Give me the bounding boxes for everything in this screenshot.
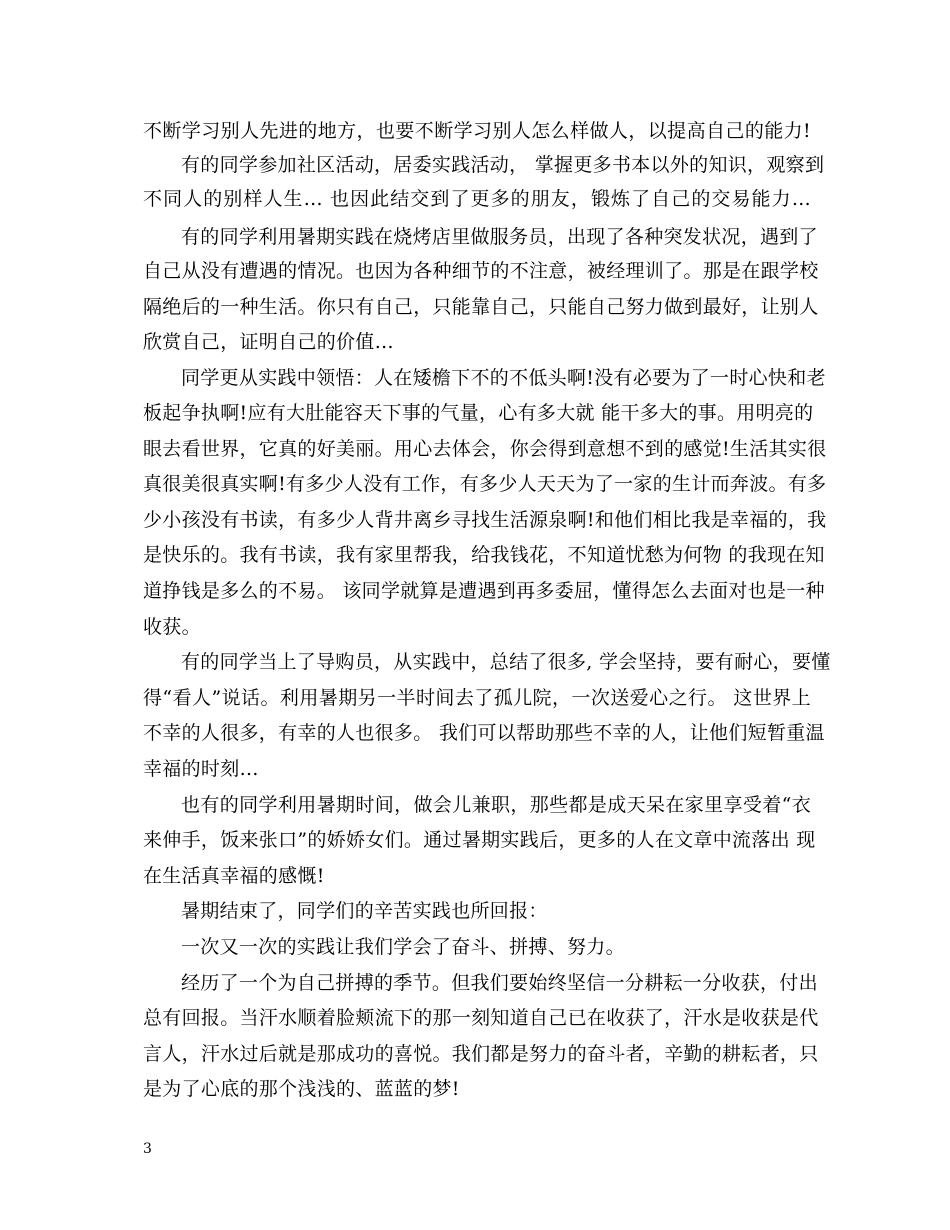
text-line: 欣赏自己，证明自己的价值…: [143, 331, 394, 353]
text-line: 不幸的人很多，有幸的人也很多。 我们可以帮助那些不幸的人，让他们短暂重温: [143, 722, 825, 744]
text-line: 板起争执啊!应有大肚能容天下事的气量，心有多大就 能干多大的事。用明亮的: [143, 402, 814, 424]
text-line: 是为了心底的那个浅浅的、蓝蓝的梦!: [143, 1078, 460, 1100]
text-line: 真很美很真实啊!有多少人没有工作，有多少人天天为了一家的生计而奔波。有多: [143, 473, 827, 495]
text-line: 总有回报。当汗水顺着脸颊流下的那一刻知道自己已在收获了，汗水是收获是代: [143, 1007, 819, 1029]
text-line: 隔绝后的一种生活。你只有自己，只能靠自己，只能自己努力做到最好，让别人: [143, 296, 819, 318]
text-line: 也有的同学利用暑期时间，做会儿兼职，那些都是成天呆在家里享受着“衣: [181, 794, 811, 816]
text-line: 不断学习别人先进的地方，也要不断学习别人怎么样做人，以提高自己的能力!: [143, 120, 811, 142]
text-line: 经历了一个为自己拼搏的季节。但我们要始终坚信一分耕耘一分收获，付出: [181, 972, 818, 994]
text-line: 一次又一次的实践让我们学会了奋斗、拼搏、努力。: [181, 936, 625, 958]
text-line: 来伸手，饭来张口”的娇娇女们。通过暑期实践后，更多的人在文章中流落出 现: [143, 829, 816, 851]
text-line: 言人，汗水过后就是那成功的喜悦。我们都是努力的奋斗者，辛勤的耕耘者，只: [143, 1043, 819, 1065]
text-line: 是快乐的。我有书读，我有家里帮我，给我钱花，不知道忧愁为何物 的我现在知: [143, 544, 825, 566]
text-line: 眼去看世界，它真的好美丽。用心去体会，你会得到意想不到的感觉!生活其实很: [143, 438, 827, 460]
text-line: 幸福的时刻…: [143, 758, 259, 780]
text-line: 有的同学利用暑期实践在烧烤店里做服务员，出现了各种突发状况，遇到了: [181, 226, 818, 248]
text-line: 有的同学参加社区活动，居委实践活动， 掌握更多书本以外的知识，观察到: [181, 154, 825, 176]
text-line: 暑期结束了，同学们的辛苦实践也所回报：: [181, 900, 548, 922]
text-line: 不同人的别样人生… 也因此结交到了更多的朋友，锻炼了自己的交易能力…: [143, 188, 811, 210]
text-line: 少小孩没有书读，有多少人背井离乡寻找生活源泉啊!和他们相比我是幸福的，我: [143, 509, 827, 531]
text-line: 同学更从实践中领悟：人在矮檐下不的不低头啊!没有必要为了一时心快和老: [181, 367, 826, 389]
text-line: 收获。: [143, 616, 201, 638]
text-line: 自己从没有遭遇的情况。也因为各种细节的不注意，被经理训了。那是在跟学校: [143, 260, 819, 282]
text-line: 得“看人”说话。利用暑期另一半时间去了孤儿院，一次送爱心之行。 这世界上: [143, 687, 811, 709]
page-number: 3: [143, 1141, 152, 1157]
text-line: 在生活真幸福的感慨!: [143, 865, 325, 887]
text-line: 有的同学当上了导购员，从实践中，总结了很多, 学会坚持，要有耐心，要懂: [181, 651, 831, 673]
text-line: 道挣钱是多么的不易。 该同学就算是遭遇到再多委屈，懂得怎么去面对也是一种: [143, 580, 825, 602]
